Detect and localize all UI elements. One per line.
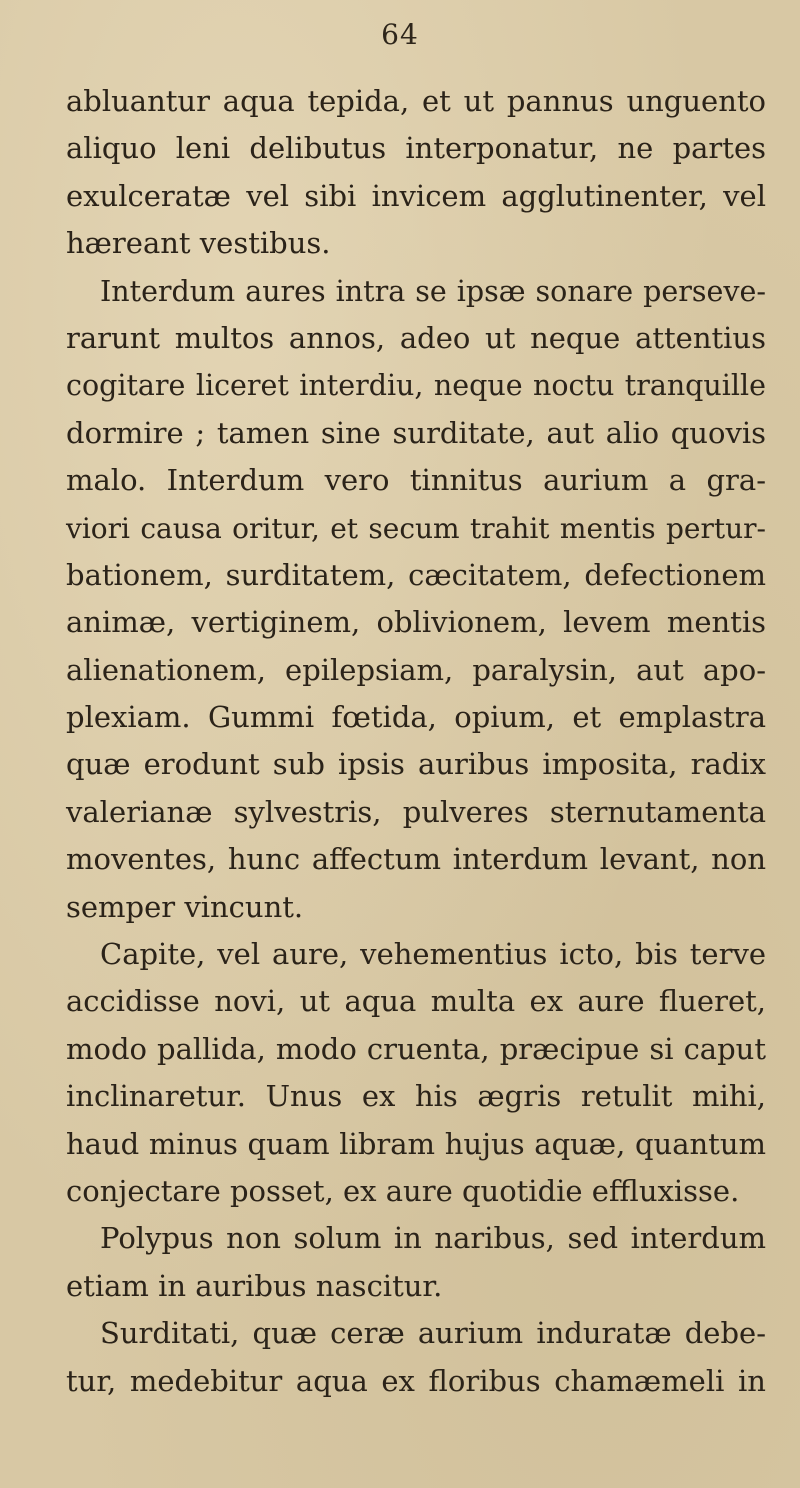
body-text <box>66 78 766 1405</box>
text-line: alienationem, epilepsiam, paralysin, aut apo- <box>66 652 766 687</box>
text-line: viori causa oritur, et secum trahit mentis pertur- <box>66 511 766 545</box>
paragraph-2 <box>66 268 766 931</box>
page-number: 64 <box>381 18 419 51</box>
text-line: dormire ; tamen sine surditate, aut alio quovis <box>66 415 766 450</box>
text-line: etiam in auribus nascitur. <box>66 1268 443 1303</box>
text-line: malo. Interdum vero tinnitus aurium a gra- <box>66 463 766 498</box>
text-line: exulceratæ vel sibi invicem agglutinenter, vel <box>66 178 766 213</box>
text-line: animæ, vertiginem, oblivionem, levem mentis <box>66 605 766 640</box>
text-line: Capite, vel aure, vehementius icto, bis terve <box>100 937 766 972</box>
text-line: Surditati, quæ ceræ aurium induratæ debe- <box>100 1316 766 1351</box>
text-line: conjectare posset, ex aure quotidie effluxisse. <box>66 1173 740 1208</box>
text-line: inclinaretur. Unus ex his ægris retulit mihi, <box>66 1079 766 1114</box>
text-line: cogitare liceret interdiu, neque noctu tranquille <box>66 369 766 403</box>
text-line: bationem, surditatem, cæcitatem, defectionem <box>66 557 766 592</box>
text-line: accidisse novi, ut aqua multa ex aure flueret, <box>66 984 766 1019</box>
text-line: Interdum aures intra se ipsæ sonare perseve- <box>100 274 766 308</box>
text-line: semper vincunt. <box>66 889 304 924</box>
text-line: tur, medebitur aqua ex floribus chamæmeli in <box>66 1363 766 1398</box>
text-line: moventes, hunc affectum interdum levant, non <box>66 842 766 877</box>
text-line: Polypus non solum in naribus, sed interdum <box>100 1221 766 1256</box>
paragraph-5 <box>66 1310 766 1405</box>
text-line: valerianæ sylvestris, pulveres sternutamenta <box>66 794 766 829</box>
paragraph-1 <box>66 78 766 268</box>
text-line: plexiam. Gummi fœtida, opium, et emplastra <box>66 700 766 735</box>
paragraph-3 <box>66 931 766 1215</box>
text-line: abluantur aqua tepida, et ut pannus unguento <box>66 84 766 118</box>
text-line: quæ erodunt sub ipsis auribus imposita, radix <box>66 747 766 782</box>
text-line: aliquo leni delibutus interponatur, ne partes <box>66 131 766 166</box>
text-line: modo pallida, modo cruenta, præcipue si caput <box>66 1031 766 1066</box>
paragraph-4 <box>66 1215 766 1310</box>
text-line: hæreant vestibus. <box>66 226 331 261</box>
text-line: rarunt multos annos, adeo ut neque attentius <box>66 320 766 355</box>
text-line: haud minus quam libram hujus aquæ, quantum <box>66 1126 766 1161</box>
